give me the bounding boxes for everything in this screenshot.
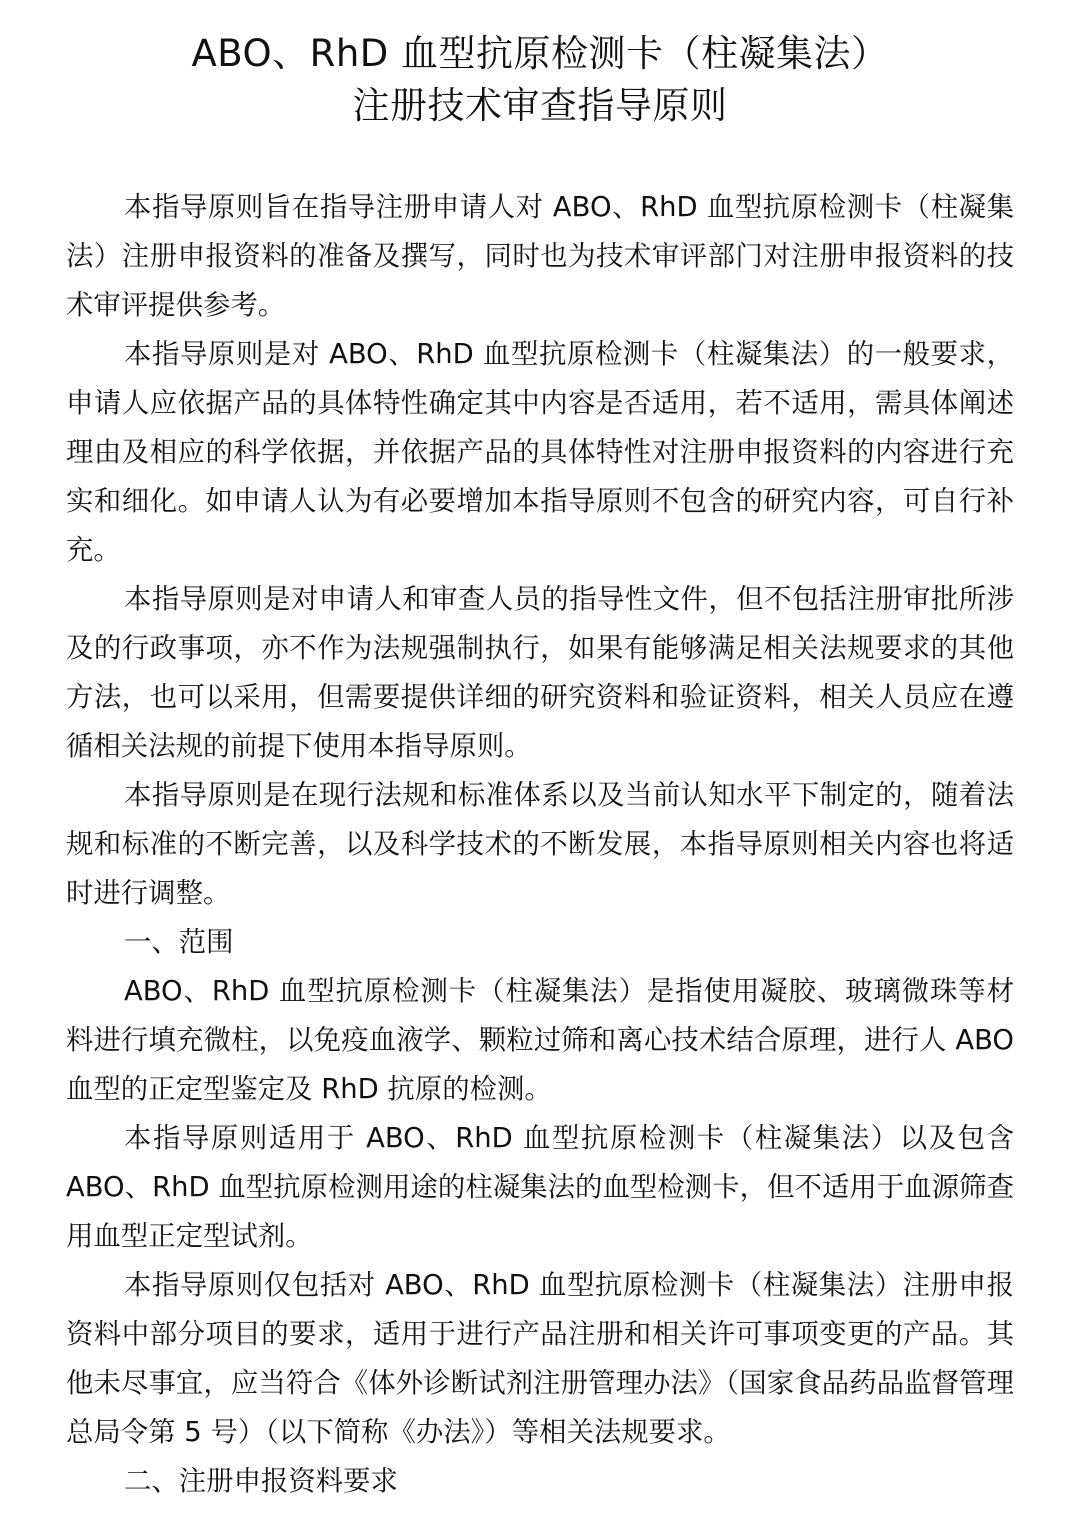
intro-paragraph-1: 本指导原则旨在指导注册申请人对 ABO、RhD 血型抗原检测卡（柱凝集法）注册申报资料的准备及撰写，同时也为技术审评部门对注册申报资料的技术审评提供参考。: [66, 192, 1014, 321]
document-title-line-1: ABO、RhD 血型抗原检测卡（柱凝集法）: [191, 32, 889, 75]
section-heading-registration-requirements: 二、注册申报资料要求: [124, 1466, 398, 1497]
intro-paragraph-2: 本指导原则是对 ABO、RhD 血型抗原检测卡（柱凝集法）的一般要求，申请人应依据产品的具体特性确定其中内容是否适用，若不适用，需具体阐述理由及相应的科学依据，并依据产品的具体特性对注册申报资料的内容进行充实和细化。如申请人认为有必要增加本指导原则不包含的研究内容，可自行补充。: [66, 339, 1014, 566]
scope-paragraph-3: 本指导原则仅包括对 ABO、RhD 血型抗原检测卡（柱凝集法）注册申报资料中部分项目的要求，适用于进行产品注册和相关许可事项变更的产品。其他未尽事宜，应当符合《体外诊断试剂注册管理办法》（国家食品药品监督管理总局令第 5 号）（以下简称《办法》）等相关法规要求。: [66, 1270, 1014, 1448]
document-body: [66, 183, 1014, 1506]
intro-paragraph-4: 本指导原则是在现行法规和标准体系以及当前认知水平下制定的，随着法规和标准的不断完善，以及科学技术的不断发展，本指导原则相关内容也将适时进行调整。: [66, 780, 1014, 909]
section-heading-scope: 一、范围: [124, 927, 234, 958]
scope-paragraph-1: ABO、RhD 血型抗原检测卡（柱凝集法）是指使用凝胶、玻璃微珠等材料进行填充微柱，以免疫血液学、颗粒过筛和离心技术结合原理，进行人 ABO 血型的正定型鉴定及 RhD 抗原的检测。: [66, 976, 1014, 1105]
document-title-line-2: 注册技术审查指导原则: [352, 84, 728, 127]
intro-paragraph-3: 本指导原则是对申请人和审查人员的指导性文件，但不包括注册审批所涉及的行政事项，亦不作为法规强制执行，如果有能够满足相关法规要求的其他方法，也可以采用，但需要提供详细的研究资料和验证资料，相关人员应在遵循相关法规的前提下使用本指导原则。: [66, 584, 1014, 762]
scope-paragraph-2: 本指导原则适用于 ABO、RhD 血型抗原检测卡（柱凝集法）以及包含 ABO、RhD 血型抗原检测用途的柱凝集法的血型检测卡，但不适用于血源筛查用血型正定型试剂。: [66, 1123, 1014, 1252]
